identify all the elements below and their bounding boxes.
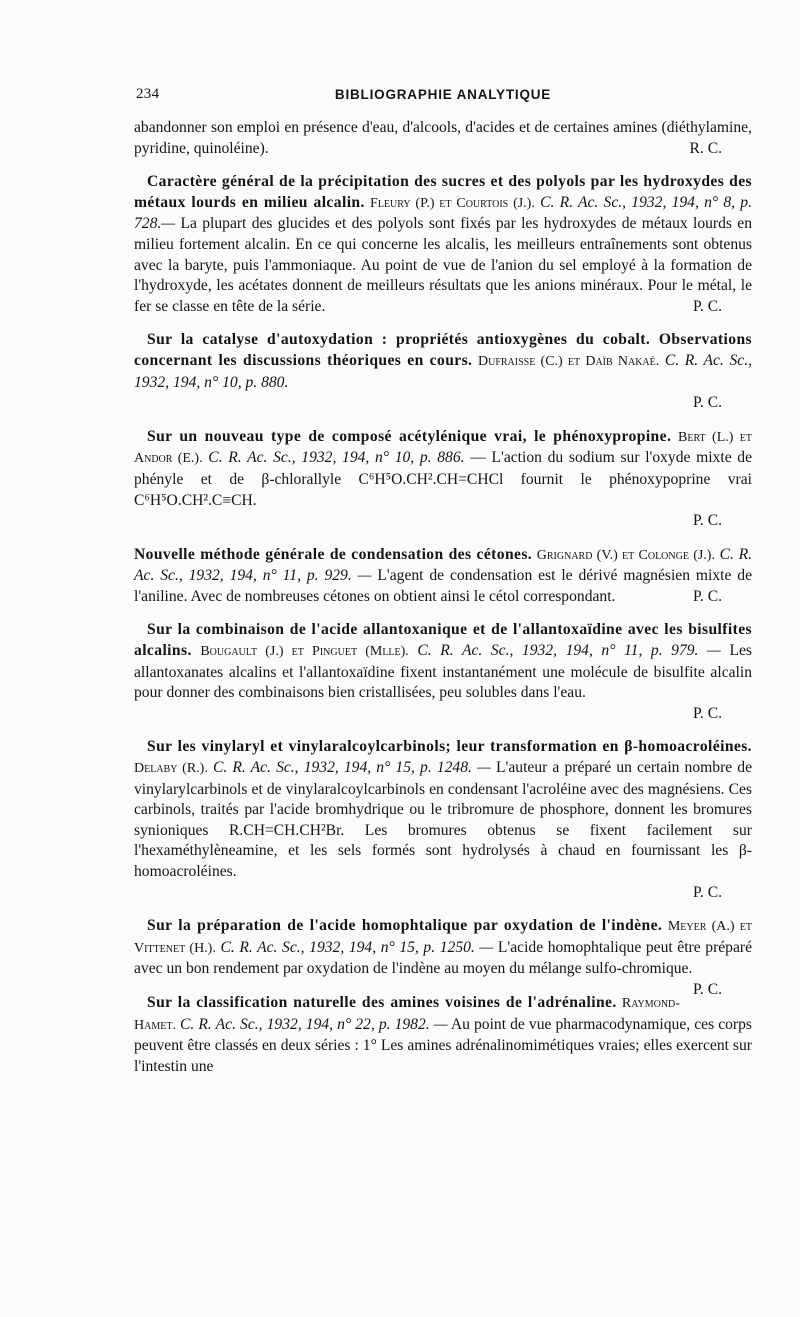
- entry-allantoxanique: [134, 620, 752, 724]
- entry-citation: C. R. Ac. Sc., 1932, 194, n° 15, p. 1250. —: [220, 938, 494, 956]
- text-column: [134, 118, 752, 1090]
- page-number: 234: [136, 86, 160, 102]
- entry-authors: Raymond-Hamet.: [134, 995, 680, 1033]
- entry-initials: P. C.: [692, 587, 722, 605]
- entry-body: Les allantoxanates alcalins et l'allantoxaïdine fixent instantanément une molécule de bisulfite alcalin pour donner des combinaisons bien cristallisées, peu solubles dans l'eau.: [134, 642, 752, 702]
- entry-body: L'acide homophtalique peut être préparé avec un bon rendement par oxydation de l'indène au moyen du mélange sulfo-chromique.: [134, 938, 753, 978]
- entry-authors: Fleury (P.) et Courtois (J.).: [370, 195, 535, 211]
- running-title: BIBLIOGRAPHIE ANALYTIQUE: [334, 87, 552, 102]
- entry-vinylaryl: [134, 737, 752, 903]
- entry-adrenaline: [134, 993, 752, 1077]
- entry-body: abandonner son emploi en présence d'eau, d'alcools, d'acides et de certaines amines (diéthylamine, pyridine, quinoléine).: [134, 119, 752, 157]
- entry-citation: C. R. Ac. Sc., 1932, 194, n° 15, p. 1248. —: [212, 759, 491, 777]
- entry-initials: P. C.: [692, 704, 722, 722]
- entry-sucres: [134, 172, 752, 317]
- entry-initials: P. C.: [692, 883, 722, 901]
- entry-citation: C. R. Ac. Sc., 1932, 194, n° 8, p. 728.—: [134, 193, 752, 233]
- entry-authors: Bert (L.) et Andor (E.).: [134, 429, 752, 467]
- entry-body: — L'action du sodium sur l'oxyde mixte de phényle et de β-chlorallyle C⁶H⁵O.CH².CH=CHCl fournit le phénoxypoprine vrai C⁶H⁵O.CH².C≡CH.: [134, 449, 753, 509]
- entry-title: Nouvelle méthode générale de condensation des cétones.: [134, 545, 533, 563]
- entry-title: Sur la préparation de l'acide homophtalique par oxydation de l'indène.: [147, 917, 663, 935]
- entry-initials: P. C.: [692, 394, 722, 412]
- entry-body: Au point de vue pharmacodynamique, ces corps peuvent être classés en deux séries : 1° Les amines adrénalinomimétiques vraies; elles exercent sur l'intestin une: [134, 1015, 752, 1075]
- entry-title: Sur les vinylaryl et vinylaralcoylcarbinols; leur transformation en β-homoacroléines.: [147, 738, 752, 756]
- entry-title: Sur la classification naturelle des amines voisines de l'adrénaline.: [147, 993, 617, 1011]
- entry-citation: C. R. Ac. Sc., 1932, 194, n° 11, p. 979. —: [417, 642, 721, 660]
- entry-authors: Delaby (R.).: [134, 761, 208, 777]
- entry-authors: Dufraisse (C.) et Daïb Nakaé.: [477, 353, 660, 369]
- entry-body: La plupart des glucides et des polyols sont fixés par les hydroxydes de métaux lourds en milieu fortement alcalin. En ce qui concerne les alcalis, les meilleurs entraînements sont obtenus avec la baryte, puis l'ammoniaque. Au point de vue de l'anion du sel employé à la formation de l'hydroxyde, les acétates donnent de meilleurs résultats que les anions minéraux. Pour le métal, le fer se classe en tête de la série.: [134, 215, 752, 315]
- entry-citation: C. R. Ac. Sc., 1932, 194, n° 10, p. 880.: [134, 351, 752, 391]
- entry-initials: P. C.: [692, 980, 722, 998]
- entry-cetones: [134, 545, 752, 608]
- entry-autoxydation: [134, 330, 752, 413]
- entry-initials: P. C.: [692, 512, 722, 530]
- entry-authors: Grignard (V.) et Colonge (J.).: [536, 547, 715, 563]
- entry-body: L'agent de condensation est le dérivé magnésien mixte de l'aniline. Avec de nombreuses cétones on obtient ainsi le cétol correspondant.: [134, 567, 752, 605]
- entry-title: Caractère général de la précipitation des sucres et des polyols par les hydroxydes des métaux lourds en milieu alcalin.: [134, 173, 752, 211]
- running-head: [136, 86, 750, 108]
- entry-citation: C. R. Ac. Sc., 1932, 194, n° 10, p. 886.: [208, 449, 465, 467]
- entry-authors: Meyer (A.) et Vittenet (H.).: [134, 919, 752, 956]
- entry-phenoxypropine: [134, 427, 752, 532]
- entry-citation: C. R. Ac. Sc., 1932, 194, n° 11, p. 929. —: [134, 545, 753, 585]
- entry-title: Sur la catalyse d'autoxydation : propriétés antioxygènes du cobalt. Observations concernant les discussions théoriques en cours.: [134, 331, 752, 369]
- entry-initials: P. C.: [692, 297, 722, 315]
- entry-homophtalique: [134, 916, 753, 998]
- entry-authors: Bougault (J.) et Pinguet (Mlle).: [200, 644, 409, 660]
- entry-continuation: [134, 118, 752, 159]
- entry-initials: R. C.: [689, 139, 722, 157]
- entry-title: Sur la combinaison de l'acide allantoxanique et de l'allantoxaïdine avec les bisulfites alcalins.: [134, 621, 752, 660]
- entry-citation: C. R. Ac. Sc., 1932, 194, n° 22, p. 1982. —: [180, 1015, 448, 1033]
- entry-body: L'auteur a préparé un certain nombre de vinylarylcarbinols et de vinylaralcoylcarbinols en condensant l'acroléine avec des magnésiens. Ces carbinols, traités par l'acide bromhydrique ou le tribromure de phosphore, donnent les bromures synioniques R.CH=CH.CH²Br. Les bromures obtenus se fixent facilement sur l'hexaméthylèneamine, et les sels formés sont hydrolysés à chaud en fournissant les β-homoacroléines.: [134, 759, 753, 880]
- entry-title: Sur un nouveau type de composé acétylénique vrai, le phénoxypropine.: [147, 427, 672, 445]
